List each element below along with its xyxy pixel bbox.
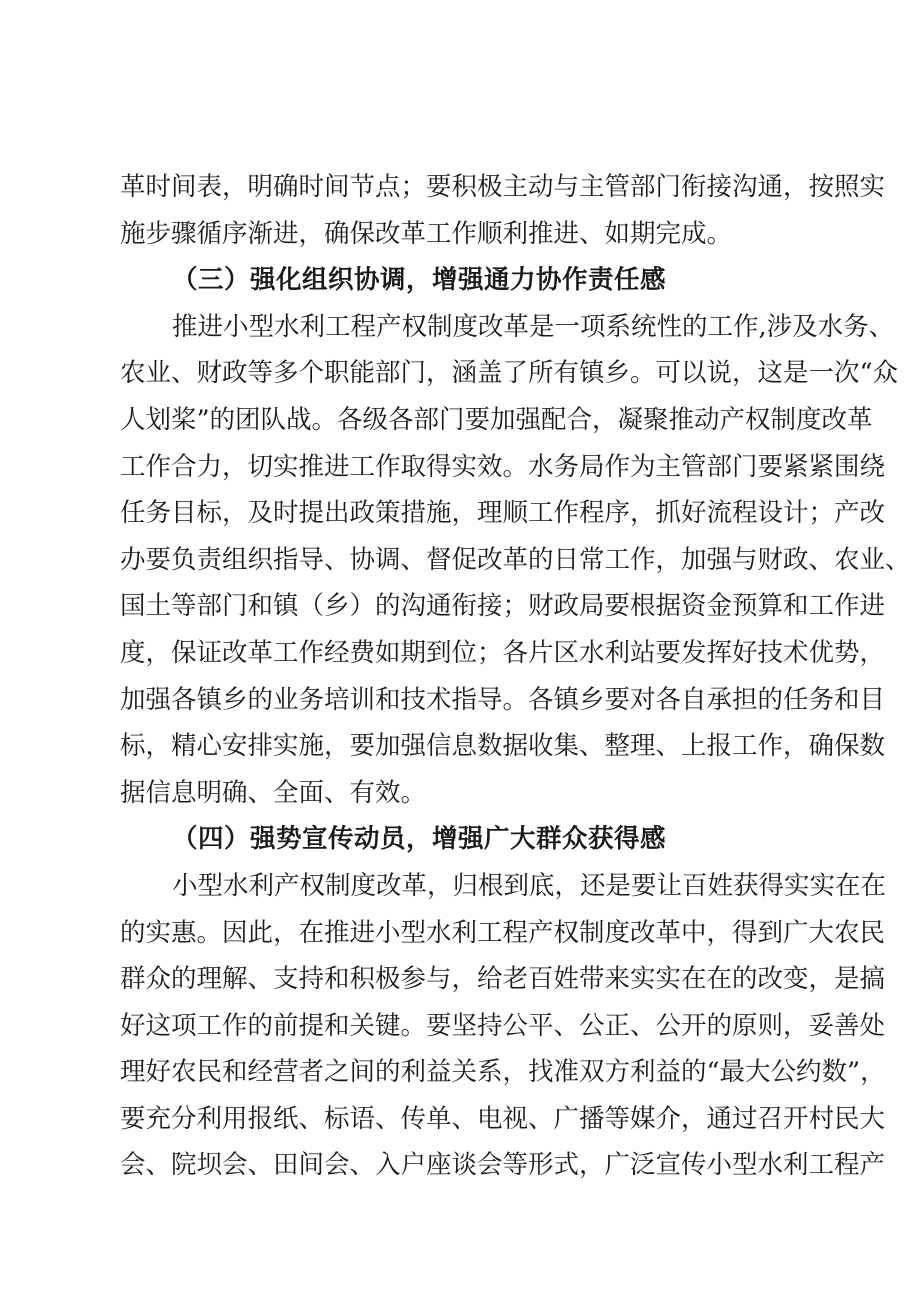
section-heading: （四）强势宣传动员，增强广大群众获得感 bbox=[172, 824, 667, 855]
body-line: 任务目标，及时提出政策措施，理顺工作程序，抓好流程设计；产改 bbox=[120, 498, 886, 529]
body-line: 国土等部门和镇（乡）的沟通衔接；财政局要根据资金预算和工作进 bbox=[120, 591, 886, 622]
body-line: 理好农民和经营者之间的利益关系，找准双方利益的“最大公约数”， bbox=[120, 1057, 886, 1088]
body-line: 农业、财政等多个职能部门，涵盖了所有镇乡。可以说，这是一次“众 bbox=[120, 358, 899, 389]
document-body bbox=[120, 164, 911, 1189]
body-line: 工作合力，切实推进工作取得实效。水务局作为主管部门要紧紧围绕 bbox=[120, 451, 886, 482]
body-line: 群众的理解、支持和积极参与，给老百姓带来实实在在的改变，是搞 bbox=[120, 964, 886, 995]
body-line: 革时间表，明确时间节点；要积极主动与主管部门衔接沟通，按照实 bbox=[120, 172, 886, 202]
paragraph-first-line: 小型水利产权制度改革，归根到底，还是要让百姓获得实实在在 bbox=[172, 870, 887, 901]
body-line: 办要负责组织指导、协调、督促改革的日常工作，加强与财政、农业、 bbox=[120, 544, 911, 575]
body-line: 要充分利用报纸、标语、传单、电视、广播等媒介，通过召开村民大 bbox=[120, 1103, 886, 1134]
body-line: 度，保证改革工作经费如期到位；各片区水利站要发挥好技术优势， bbox=[120, 637, 886, 668]
body-line: 人划桨”的团队战。各级各部门要加强配合，凝聚推动产权制度改革 bbox=[120, 404, 873, 435]
body-line: 标，精心安排实施，要加强信息数据收集、整理、上报工作，确保数 bbox=[120, 731, 886, 762]
paragraph-first-line: 推进小型水利工程产权制度改革是一项系统性的工作,涉及水务、 bbox=[172, 311, 895, 342]
section-heading: （三）强化组织协调，增强通力协作责任感 bbox=[172, 265, 667, 296]
body-line: 好这项工作的前提和关键。要坚持公平、公正、公开的原则，妥善处 bbox=[120, 1010, 886, 1041]
body-line: 施步骤循序渐进，确保改革工作顺利推进、如期完成。 bbox=[120, 218, 733, 249]
body-line: 的实惠。因此，在推进小型水利工程产权制度改革中，得到广大农民 bbox=[120, 917, 886, 948]
body-line: 会、院坝会、田间会、入户座谈会等形式，广泛宣传小型水利工程产 bbox=[120, 1150, 886, 1181]
body-line: 据信息明确、全面、有效。 bbox=[120, 777, 427, 808]
body-line: 加强各镇乡的业务培训和技术指导。各镇乡要对各自承担的任务和目 bbox=[120, 684, 886, 715]
